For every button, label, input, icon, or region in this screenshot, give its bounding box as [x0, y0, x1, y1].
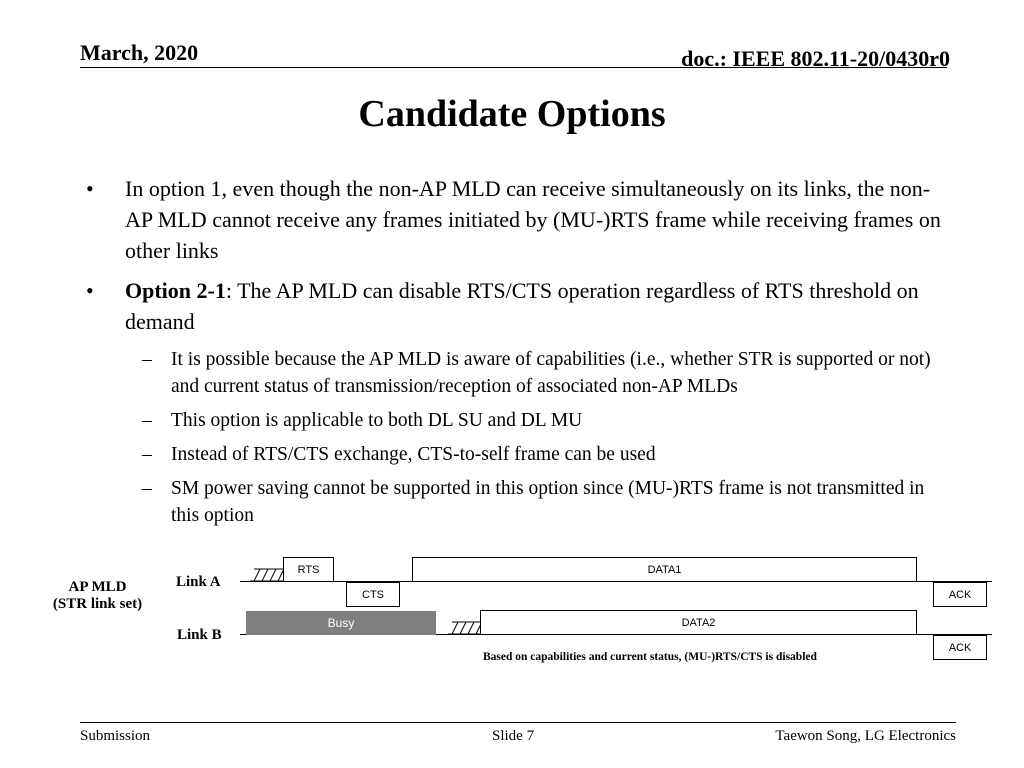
dash-marker: – [142, 478, 152, 499]
str-link-set-label: (STR link set) [52, 596, 143, 612]
dash-marker: – [142, 410, 152, 431]
header-date: March, 2020 [80, 40, 199, 65]
ap-mld-label [40, 579, 155, 613]
bullet-marker: • [86, 278, 94, 303]
rts-frame: RTS [283, 557, 334, 582]
ap-mld-title: AP MLD [68, 579, 127, 595]
sub-item-3 [80, 441, 950, 468]
sub-text: Instead of RTS/CTS exchange, CTS-to-self frame can be used [171, 444, 656, 465]
data2-frame: DATA2 [480, 610, 917, 635]
footer-author: Taewon Song, LG Electronics [775, 728, 956, 744]
busy-block: Busy [246, 611, 436, 635]
backoff-hatch-b [448, 621, 482, 635]
footer-slide-number: Slide 7 [492, 728, 535, 744]
diagram-note: Based on capabilities and current status, (MU-)RTS/CTS is disabled [483, 651, 817, 663]
ack-frame-b: ACK [933, 635, 987, 660]
sub-item-1 [80, 346, 950, 400]
slide-title: Candidate Options [358, 93, 666, 135]
footer-submission: Submission [80, 728, 151, 744]
bullet-list [80, 173, 950, 536]
ack-frame-a: ACK [933, 582, 987, 607]
sub-item-4 [80, 475, 950, 529]
dash-marker: – [142, 349, 152, 370]
data1-frame: DATA1 [412, 557, 917, 582]
sub-text: This option is applicable to both DL SU and DL MU [171, 410, 583, 431]
option-label: Option 2-1 [125, 278, 226, 303]
header-rule [80, 67, 947, 68]
bullet-item-2 [80, 275, 950, 337]
sub-text: It is possible because the AP MLD is aware of capabilities (i.e., whether STR is supported or not) and current status of transmission/reception of associated non-AP MLDs [171, 349, 931, 397]
bullet-item-1 [80, 173, 950, 266]
bullet-text: : The AP MLD can disable RTS/CTS operation regardless of RTS threshold on demand [125, 278, 919, 334]
sub-item-2 [80, 407, 950, 434]
bullet-text: In option 1, even though the non-AP MLD can receive simultaneously on its links, the non-AP MLD cannot receive any frames initiated by (MU-)RTS frame while receiving frames on other links [125, 176, 941, 263]
cts-frame: CTS [346, 582, 400, 607]
footer-rule [80, 722, 956, 723]
bullet-marker: • [86, 176, 94, 201]
header-doc-id: doc.: IEEE 802.11-20/0430r0 [681, 46, 950, 71]
link-b-label: Link B [177, 627, 222, 643]
backoff-hatch-a [250, 568, 284, 582]
link-a-label: Link A [176, 574, 221, 590]
sub-text: SM power saving cannot be supported in this option since (MU-)RTS frame is not transmitted in this option [171, 478, 925, 526]
dash-marker: – [142, 444, 152, 465]
